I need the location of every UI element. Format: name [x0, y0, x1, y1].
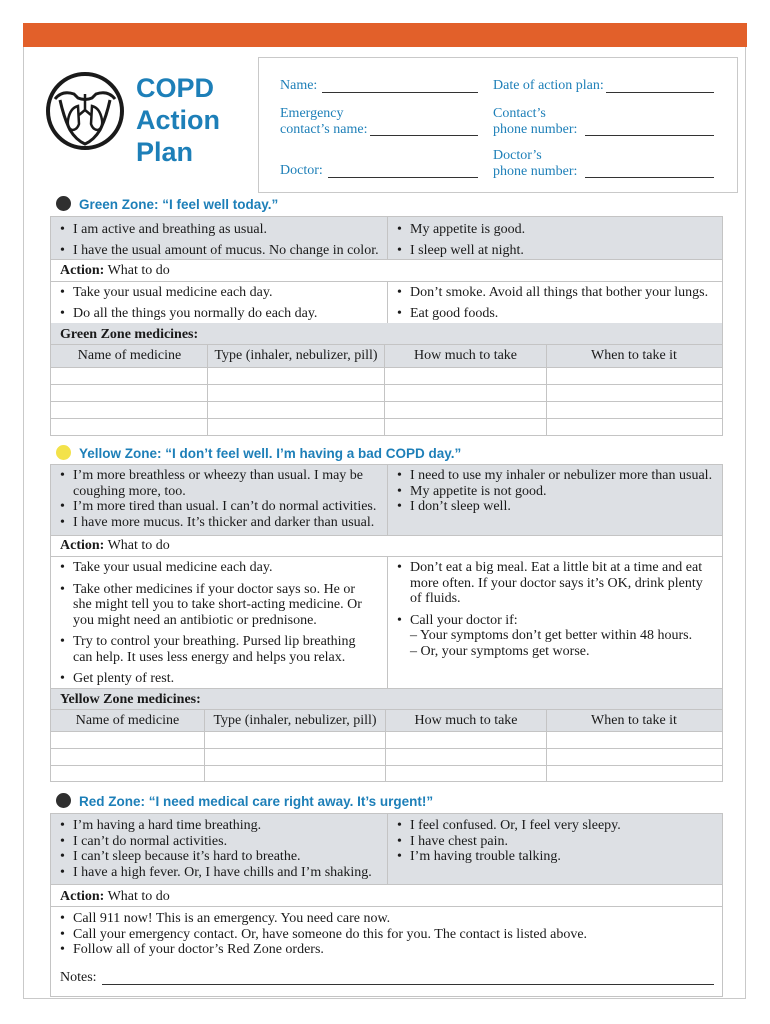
sub-list-item: – Your symptoms don’t get better within 48 hours. — [410, 628, 693, 643]
divider — [387, 556, 388, 688]
divider — [207, 344, 208, 435]
emergency-label-line2: contact’s name: — [280, 122, 368, 137]
divider — [51, 535, 722, 536]
red-symptoms-left — [60, 818, 385, 880]
list-item: • My appetite is not good. — [397, 484, 719, 500]
title-line-1: COPD — [136, 73, 215, 103]
col-how-much: How much to take — [414, 713, 518, 728]
red-symptoms-right — [397, 818, 719, 865]
table-row — [51, 748, 722, 749]
list-item: • I can’t sleep because it’s hard to breathe. — [60, 849, 385, 865]
col-name-of-medicine: Name of medicine — [77, 348, 182, 363]
line: • I’m more breathless or wheezy than usual. I may be — [73, 468, 364, 483]
list-item: • I have a high fever. Or, I have chills and I’m shaking. — [60, 865, 385, 881]
line: you might need an antibiotic or prednisone. — [73, 612, 317, 628]
divider — [546, 344, 547, 435]
col-when: When to take it — [591, 713, 677, 728]
list-item: • I feel confused. Or, I feel very sleepy. — [397, 818, 719, 834]
list-item: • I can’t do normal activities. — [60, 834, 385, 850]
red-action-list — [60, 911, 720, 958]
green-zone-dot-icon — [56, 196, 71, 211]
list-item: • Call 911 now! This is an emergency. You need care now. — [60, 911, 720, 927]
line: • Don’t eat a big meal. Eat a little bit at a time and eat — [410, 560, 703, 575]
date-field[interactable] — [606, 92, 714, 93]
list-item: • I need to use my inhaler or nebulizer more than usual. — [397, 468, 719, 484]
green-symptoms-left — [60, 222, 385, 258]
list-item: • I’m having trouble talking. — [397, 849, 719, 865]
page-title — [136, 72, 220, 168]
name-label: Name: — [280, 78, 318, 93]
divider — [51, 906, 722, 907]
divider — [546, 709, 547, 781]
doctor-phone-label-line2: phone number: — [493, 164, 578, 179]
doctor-phone-label — [493, 148, 577, 180]
divider — [204, 709, 205, 781]
lungs-logo-icon — [44, 70, 126, 152]
notes-field[interactable] — [102, 984, 714, 985]
divider — [51, 367, 722, 368]
action-bold: Action: — [60, 538, 105, 553]
contact-phone-label-line1: Contact’s — [493, 106, 546, 121]
table-row — [51, 418, 722, 419]
sub-list-item: – Or, your symptoms get worse. — [410, 643, 590, 659]
emergency-label-line1: Emergency — [280, 106, 344, 121]
line: • Try to control your breathing. Pursed lip breathing — [73, 634, 356, 649]
list-item: • I have chest pain. — [397, 834, 719, 850]
yellow-zone-heading: Yellow Zone: “I don’t feel well. I’m having a bad COPD day.” — [79, 446, 462, 461]
divider — [51, 259, 722, 260]
green-symptoms-divider — [387, 217, 388, 259]
line: more often. If your doctor says it’s OK, drink plenty — [410, 575, 703, 591]
sub-text: Or, your symptoms get worse. — [420, 643, 590, 659]
action-rest: What to do — [107, 889, 170, 904]
green-action-divider — [387, 281, 388, 323]
doctor-phone-label-line1: Doctor’s — [493, 148, 542, 163]
contact-phone-label — [493, 106, 577, 138]
list-item: • Do all the things you normally do each day. — [60, 306, 385, 322]
emergency-label — [280, 106, 367, 138]
list-item: • Call your emergency contact. Or, have someone do this for you. The contact is listed above. — [60, 927, 720, 943]
list-item: • I’m having a hard time breathing. — [60, 818, 385, 834]
doctor-label: Doctor: — [280, 163, 323, 178]
contact-phone-label-line2: phone number: — [493, 122, 578, 137]
line: of fluids. — [410, 591, 461, 606]
green-action-left — [60, 285, 385, 321]
header-orange-bar — [23, 23, 747, 47]
emergency-contact-field[interactable] — [370, 135, 478, 136]
action-bold: Action: — [60, 263, 105, 278]
red-zone-heading: Red Zone: “I need medical care right away. It’s urgent!” — [79, 794, 434, 809]
table-row — [51, 384, 722, 385]
doctor-field[interactable] — [328, 177, 478, 178]
list-item: • Don’t smoke. Avoid all things that bother your lungs. — [397, 285, 717, 301]
yellow-action-left — [60, 560, 385, 687]
yellow-zone-dot-icon — [56, 445, 71, 460]
list-item: • Eat good foods. — [397, 306, 717, 322]
notes-label: Notes: — [60, 970, 97, 985]
col-how-much: How much to take — [413, 348, 518, 363]
red-zone-dot-icon — [56, 793, 71, 808]
action-bold: Action: — [60, 889, 105, 904]
yellow-medicines-label: Yellow Zone medicines: — [60, 692, 201, 707]
divider — [385, 709, 386, 781]
list-item: • I have the usual amount of mucus. No change in color. — [60, 243, 385, 259]
green-symptoms-right — [397, 222, 717, 258]
list-item: • Call your doctor if: — [397, 613, 719, 629]
divider — [51, 884, 722, 885]
green-zone-heading: Green Zone: “I feel well today.” — [79, 197, 279, 212]
green-action-label — [60, 263, 170, 279]
yellow-symptoms-left — [60, 468, 385, 530]
divider — [51, 688, 722, 689]
line: she might tell you to take short-acting medicine. Or — [73, 597, 362, 612]
list-item — [397, 560, 719, 607]
contact-phone-field[interactable] — [585, 135, 714, 136]
title-line-2: Action — [136, 105, 220, 135]
list-item: • My appetite is good. — [397, 222, 717, 238]
red-action-label — [60, 889, 170, 905]
col-type: Type (inhaler, nebulizer, pill) — [214, 348, 378, 363]
list-item: • I don’t sleep well. — [397, 499, 719, 515]
divider — [384, 344, 385, 435]
list-item — [60, 582, 385, 629]
list-item: • Take your usual medicine each day. — [60, 560, 385, 576]
name-field[interactable] — [322, 92, 478, 93]
list-item: • I sleep well at night. — [397, 243, 717, 259]
line: can help. It uses less energy and helps you relax. — [73, 649, 346, 665]
list-item: • I am active and breathing as usual. — [60, 222, 385, 238]
divider — [387, 465, 388, 535]
col-name-of-medicine: Name of medicine — [75, 713, 180, 728]
line: • Take other medicines if your doctor says so. He or — [73, 581, 356, 597]
doctor-phone-field[interactable] — [585, 177, 714, 178]
list-item: • Get plenty of rest. — [60, 671, 385, 687]
yellow-symptoms-right — [397, 468, 719, 515]
title-line-3: Plan — [136, 137, 194, 167]
divider — [387, 814, 388, 884]
line: coughing more, too. — [73, 483, 186, 499]
sub-list — [397, 628, 719, 659]
action-rest: What to do — [107, 538, 170, 553]
list-item: • Follow all of your doctor’s Red Zone orders. — [60, 942, 720, 958]
green-medicines-label: Green Zone medicines: — [60, 327, 199, 342]
table-row — [51, 765, 722, 766]
list-item: • Take your usual medicine each day. — [60, 285, 385, 301]
sub-text: Your symptoms don’t get better within 48 hours. — [419, 628, 693, 643]
col-type: Type (inhaler, nebulizer, pill) — [213, 713, 377, 728]
list-item: • I’m more tired than usual. I can’t do normal activities. — [60, 499, 385, 515]
divider — [51, 731, 722, 732]
action-rest: What to do — [107, 263, 170, 278]
yellow-action-label — [60, 538, 170, 554]
yellow-action-right — [397, 560, 719, 659]
col-when: When to take it — [591, 348, 677, 363]
date-label: Date of action plan: — [493, 78, 604, 93]
list-item — [60, 468, 385, 499]
list-item — [60, 634, 385, 665]
green-action-right — [397, 285, 717, 321]
list-item: • I have more mucus. It’s thicker and darker than usual. — [60, 515, 385, 531]
table-row — [51, 401, 722, 402]
